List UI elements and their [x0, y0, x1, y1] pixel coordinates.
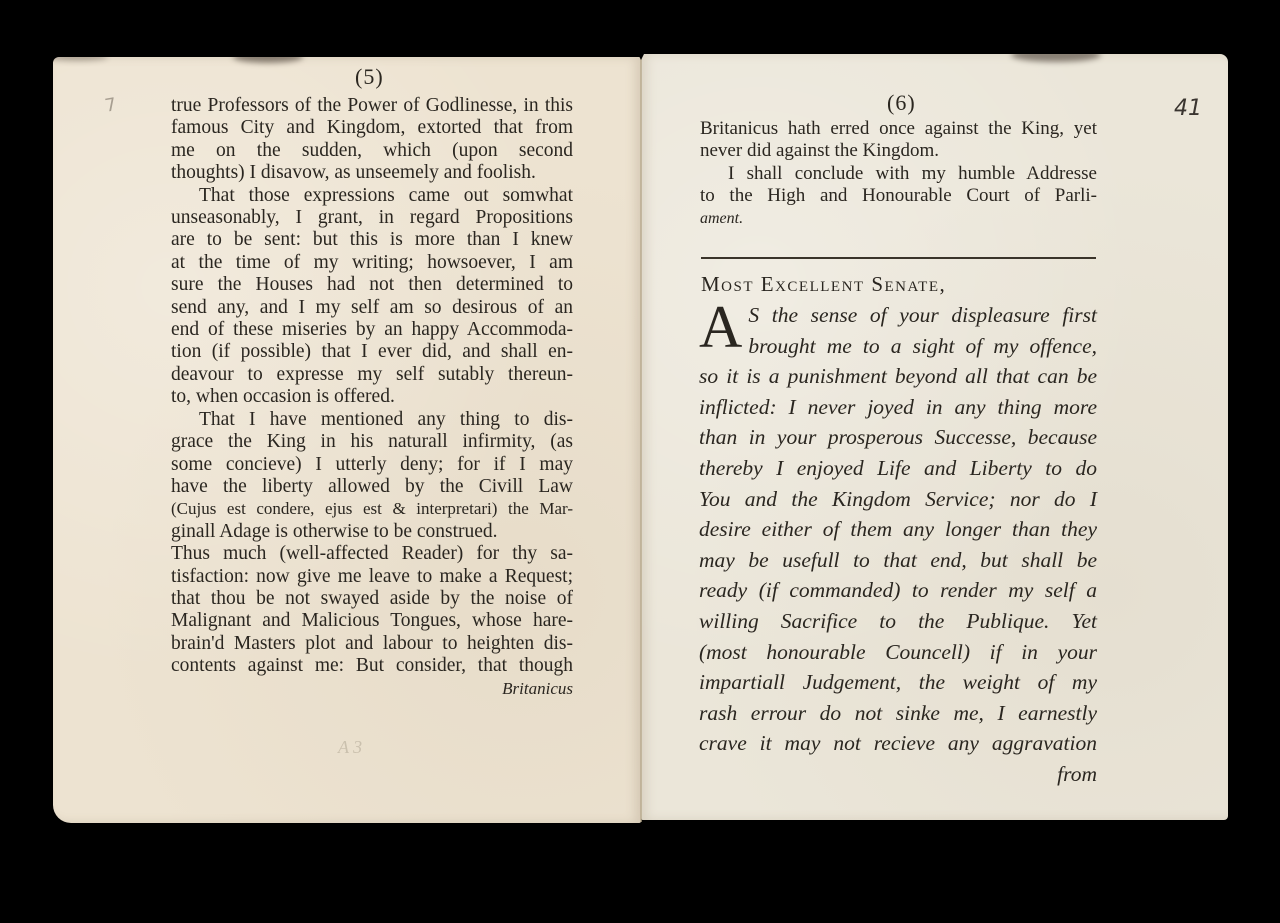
catchword-text: from	[1057, 761, 1097, 786]
text-line: Britanicus hath erred once against the King, yet	[700, 118, 1097, 139]
text-line: at the time of my writing; howsoever, I am	[171, 251, 573, 273]
drop-cap: A	[699, 294, 743, 360]
text-line: willing Sacrifice to the Publique. Yet	[699, 608, 1097, 633]
text-line: are to be sent: but this is more than I knew	[171, 229, 573, 251]
text-line: ament.	[700, 209, 744, 227]
text-line: That I have mentioned any thing to dis-	[199, 408, 573, 430]
address-heading: Most Excellent Senate,	[701, 272, 947, 296]
text-line: grace the King in his naturall infirmity, (as	[171, 431, 573, 453]
text-line: S the sense of your displeasure first	[748, 303, 1097, 327]
text-line: Malignant and Malicious Tongues, whose hare-	[171, 610, 573, 632]
text-line: me on the sudden, which (upon second	[171, 139, 573, 161]
text-line: send any, and I my self am so desirous of an	[171, 296, 573, 318]
catchword-text: Britanicus	[502, 678, 573, 698]
text-line: may be usefull to that end, but shall be	[699, 547, 1097, 572]
ink-smudge	[53, 57, 108, 61]
text-line: than in your prosperous Successe, because	[699, 425, 1097, 450]
text-line: true Professors of the Power of Godlinesse, in this	[171, 95, 573, 116]
divider-rule	[701, 257, 1096, 259]
text-line: that thou be not swayed aside by the noise of	[171, 587, 573, 609]
text-line: impartiall Judgement, the weight of my	[699, 670, 1097, 695]
text-line: desire either of them any longer than they	[699, 517, 1097, 542]
address-body	[699, 294, 1097, 790]
text-line: Thus much (well-affected Reader) for thy sa-	[171, 543, 573, 565]
text-line: deavour to expresse my self sutably thereun-	[171, 363, 573, 385]
catchword	[699, 759, 1097, 790]
text-line: crave it may not recieve any aggravation	[699, 731, 1097, 756]
text-line: famous City and Kingdom, extorted that from	[171, 117, 573, 139]
catchword	[171, 678, 573, 700]
text-line: thereby I enjoyed Life and Liberty to do	[699, 455, 1097, 480]
right-page-body	[700, 118, 1097, 230]
text-line: have the liberty allowed by the Civill Law	[171, 475, 573, 497]
book-gutter	[640, 56, 642, 822]
left-page-body	[171, 95, 573, 700]
gutter-notch	[636, 50, 646, 60]
page-number: (5)	[355, 64, 384, 89]
text-line: tisfaction: now give me leave to make a Request;	[171, 565, 573, 587]
text-line: (most honourable Councell) if in your	[699, 639, 1097, 664]
text-line: rash errour do not sinke me, I earnestly	[699, 700, 1097, 725]
text-line: tion (if possible) that I ever did, and shall en-	[171, 341, 573, 363]
text-line: thoughts) I disavow, as unseemely and foolish.	[171, 162, 536, 184]
text-line: never did against the Kingdom.	[700, 140, 940, 162]
margin-note: 7	[103, 94, 119, 117]
text-line: unseasonably, I grant, in regard Propositions	[171, 207, 573, 229]
text-line: end of these miseries by an happy Accommoda-	[171, 319, 573, 341]
text-line: brain'd Masters plot and labour to heighten dis-	[171, 632, 573, 654]
page-number: (6)	[887, 90, 916, 115]
text-line: sure the Houses had not then determined to	[171, 274, 573, 296]
text-line: inflicted: I never joyed in any thing more	[699, 394, 1097, 419]
text-line: contents against me: But consider, that though	[171, 655, 573, 677]
text-line: to, when occasion is offered.	[171, 386, 395, 408]
text-line: That those expressions came out somwhat	[199, 184, 573, 206]
text-line: ginall Adage is otherwise to be construed.	[171, 520, 498, 542]
right-page	[641, 54, 1228, 820]
text-line: (Cujus est condere, ejus est & interpretari) the Mar-	[171, 499, 573, 519]
text-line: I shall conclude with my humble Addresse	[728, 162, 1097, 184]
text-line: so it is a punishment beyond all that can be	[699, 364, 1097, 389]
ink-smudge	[233, 57, 303, 63]
text-line: You and the Kingdom Service; nor do I	[699, 486, 1097, 511]
left-page	[53, 57, 641, 823]
text-line: ready (if commanded) to render my self a	[699, 578, 1097, 603]
margin-note: 41	[1174, 96, 1202, 121]
text-line: to the High and Honourable Court of Parli-	[700, 185, 1097, 207]
signature-mark: A 3	[338, 737, 363, 757]
text-line: some concieve) I utterly deny; for if I may	[171, 453, 573, 475]
ink-smudge	[1011, 54, 1101, 62]
text-line: brought me to a sight of my offence,	[748, 333, 1097, 358]
